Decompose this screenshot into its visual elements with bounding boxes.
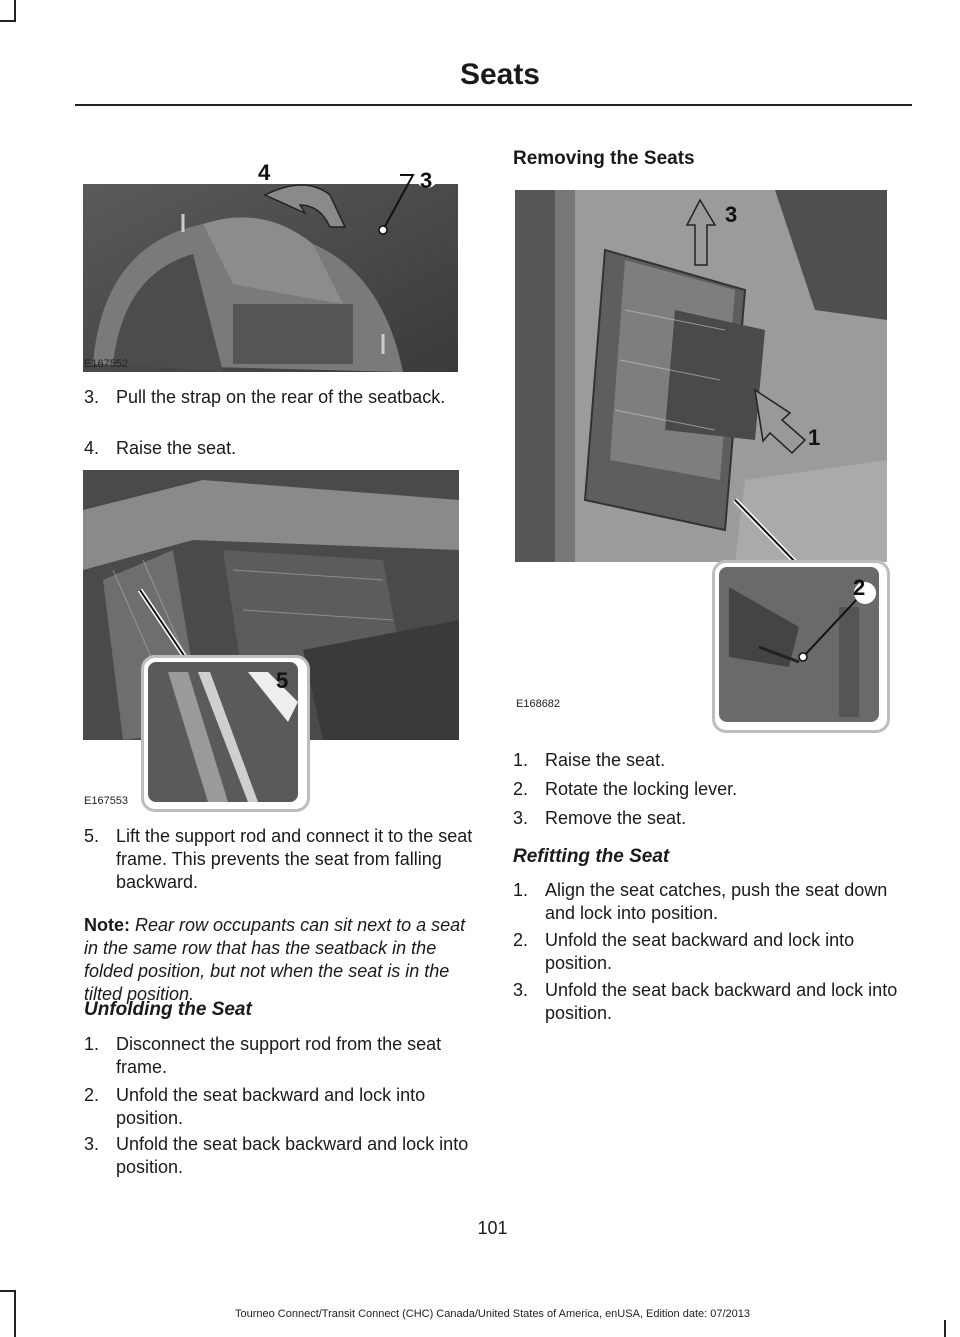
step-text: Remove the seat. [545, 808, 687, 828]
list-item [513, 807, 908, 830]
callout-arrow-icon [255, 165, 465, 240]
list-item [513, 778, 908, 801]
step-number: 2. [84, 1085, 100, 1105]
step-text: Unfold the seat back backward and lock into position. [545, 980, 898, 1023]
callout-label: 4 [258, 160, 271, 185]
callout-label: 2 [853, 575, 866, 600]
list-item [84, 437, 464, 460]
step-number: 1. [513, 750, 529, 770]
step-text: Lift the support rod and connect it to the seat frame. This prevents the seat from falling backward. [116, 826, 473, 892]
step-number: 3. [84, 1134, 100, 1154]
page-title: Seats [459, 58, 540, 91]
section-heading: Removing the Seats [513, 148, 695, 169]
section-heading: Unfolding the Seat [84, 999, 252, 1020]
step-text: Align the seat catches, push the seat down and lock into position. [545, 880, 888, 923]
note [84, 914, 476, 1006]
callout-leader-icon [135, 585, 195, 665]
list-item [84, 386, 464, 409]
list-item [84, 825, 474, 894]
crop-mark [0, 20, 16, 22]
step-number: 2. [513, 930, 529, 950]
note-text: Rear row occupants can sit next to a seat in the same row that has the seatback in the folded position, but not when the seat is in the tilted position. [84, 915, 466, 1004]
step-text: Pull the strap on the rear of the seatback. [116, 387, 446, 407]
list-item [84, 1033, 474, 1079]
list-item [513, 749, 908, 772]
footer-text: Tourneo Connect/Transit Connect (CHC) Canada/United States of America, enUSA, Edition date: 07/2013 [234, 1308, 751, 1320]
crop-mark [14, 0, 16, 22]
list-item [513, 879, 903, 925]
step-text: Unfold the seat backward and lock into position. [116, 1085, 426, 1128]
step-number: 3. [513, 808, 529, 828]
section-heading: Refitting the Seat [513, 846, 670, 867]
callout-label: 5 [276, 668, 289, 693]
step-number: 2. [513, 779, 529, 799]
step-number: 5. [84, 826, 100, 846]
step-text: Raise the seat. [116, 438, 237, 458]
callout-arrow-icon [680, 195, 890, 575]
callout-label: 1 [808, 425, 821, 450]
callout-label: 3 [420, 168, 433, 193]
crop-mark [0, 1290, 16, 1292]
step-number: 1. [84, 1034, 100, 1054]
step-text: Disconnect the support rod from the seat frame. [116, 1034, 442, 1077]
page-number: 101 [477, 1218, 508, 1238]
step-text: Unfold the seat backward and lock into position. [545, 930, 855, 973]
header-rule [75, 104, 912, 106]
step-text: Raise the seat. [545, 750, 666, 770]
callout-label: 3 [725, 202, 738, 227]
step-number: 3. [513, 980, 529, 1000]
figure-id: E167553 [84, 795, 129, 807]
list-item [513, 979, 903, 1025]
crop-mark [944, 1320, 946, 1337]
step-text: Unfold the seat back backward and lock into position. [116, 1134, 469, 1177]
figure-id: E167552 [84, 358, 129, 370]
figure-id: E168682 [516, 698, 561, 710]
step-number: 1. [513, 880, 529, 900]
list-item [513, 929, 910, 975]
list-item [84, 1084, 478, 1130]
step-number: 3. [84, 387, 100, 407]
step-text: Rotate the locking lever. [545, 779, 738, 799]
list-item [84, 1133, 474, 1179]
step-number: 4. [84, 438, 100, 458]
note-label: Note: [84, 915, 130, 935]
